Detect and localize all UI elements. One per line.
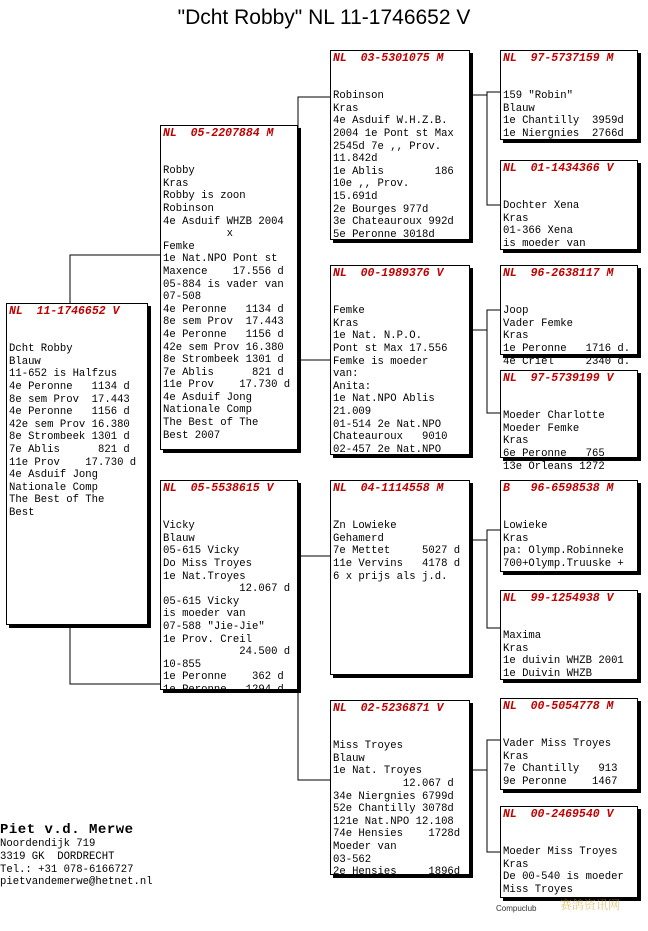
card-line: 6 x prijs als j.d. [333,570,448,583]
card-line: 1e duivin WHZB 2001 [503,655,624,668]
card-line: van: [333,368,359,381]
card-line: 15.691d [333,190,378,203]
card-line: Robinson [163,202,214,215]
card-line: Moeder Charlotte [503,410,605,423]
pedigree-card-ggdam-4 [500,806,638,898]
card-line: 4e Peronne 1134 d [9,380,130,393]
card-details [501,495,637,596]
card-line: 700+Olymp.Truuske + [503,557,624,570]
ring-number: NL 11-1746652 V [9,305,120,318]
ring-number: NL 00-1989376 V [333,267,444,280]
card-line: 42e sem Prov 16.380 [9,418,130,431]
card-line: 4e Criel 2340 d. [503,355,631,368]
card-line: 1e Peronne 1294 d [163,683,284,696]
card-line: 02-457 2e Nat.NPO [333,443,442,456]
card-line: 2004 1e Pont st Max [333,127,454,140]
card-line: Femke [163,240,195,253]
card-details [501,713,637,814]
card-line: Vader Miss Troyes [503,738,612,751]
card-line: Blauw [163,532,195,545]
card-line: pa: Olymp.Robinneke [503,545,624,558]
card-line: Anita: [333,380,372,393]
pedigree-card-sire-sire [330,50,470,240]
owner-info [0,822,153,889]
card-line: 01-514 2e Nat.NPO [333,418,442,431]
card-details [331,715,469,904]
card-line: 4e Peronne 1156 d [9,406,130,419]
watermark-text: 赛鸽资讯网 [560,898,621,912]
pedigree-card-dam-sire [330,480,470,675]
card-line: 1e Duivin WHZB [503,667,593,680]
card-line: 34e Niergnies 6799d [333,790,454,803]
card-line: x [163,228,233,241]
ring-number: B 96-6598538 M [503,482,614,495]
pedigree-title: "Dcht Robby" NL 11-1746652 V [177,6,471,29]
card-line: Kras [503,435,529,448]
ring-number: NL 05-5538615 V [163,482,274,495]
card-line: 05-884 is vader van [163,278,284,291]
card-line: Miss Troyes [503,883,573,896]
card-line: 1e Nat.NPO Pont st [163,253,278,266]
card-line: 24.500 d [163,646,291,659]
pedigree-card-ggsire-2 [500,265,638,368]
card-line: Moeder Miss Troyes [503,846,618,859]
card-details [161,140,297,467]
ring-number: NL 97-5737159 M [503,52,614,65]
card-line: Zn Lowieke [333,520,397,533]
card-line: Robby [163,165,195,178]
card-line: 1e Nat.NPO Ablis [333,393,435,406]
card-line: 13e Orleans 1272 [503,460,605,473]
pedigree-card-sire [160,125,298,450]
card-line: 11-652 is Halfzus [9,368,118,381]
card-line: Robby is zoon [163,190,246,203]
card-line: Dochter Xena [503,200,580,213]
card-line: 2e Hensies 1896d [333,866,461,879]
card-line: 42e sem Prov 16.380 [163,341,284,354]
ring-number: NL 96-2638117 M [503,267,614,280]
pedigree-card-dam [160,480,298,696]
card-line: 8e Strombeek 1301 d [163,354,284,367]
owner-address: Noordendijk 719 [0,838,96,850]
ring-number: NL 00-2469540 V [503,808,614,821]
card-line: 05-615 Vicky [163,595,240,608]
card-line: Joop [503,305,529,318]
pedigree-card-dam-dam [330,700,470,879]
card-line: 74e Hensies 1728d [333,828,461,841]
ring-number: NL 97-5739199 V [503,372,614,385]
owner-name: Piet v.d. Merwe [0,822,134,838]
card-details [501,175,637,276]
pedigree-card-ggsire-1 [500,50,638,140]
pedigree-card-ggdam-3 [500,590,638,680]
card-line: 1e Prov. Creil [163,633,253,646]
card-line: Kras [503,532,529,545]
ring-number: NL 00-5054778 M [503,700,614,713]
card-line: 2e Bourges 977d [333,203,429,216]
card-line: Femke [333,305,365,318]
pedigree-card-ggdam-2 [500,370,638,473]
card-line: 11e Prov 17.730 d [163,379,291,392]
card-details [331,65,469,267]
card-line: 9e Peronne 1467 [503,775,618,788]
card-line: Best [9,506,35,519]
card-line: Nationale Comp [9,481,99,494]
card-line: Nationale Comp [163,404,253,417]
pedigree-card-ggdam-1 [500,160,638,250]
card-line: Miss Troyes [333,740,403,753]
card-details [7,318,147,545]
card-line: 4e Asduif WHZB 2004 [163,215,284,228]
card-line: Vicky [163,520,195,533]
card-details [501,65,637,166]
pedigree-card-ggsire-4 [500,698,638,790]
card-line: 4e Asduif W.H.Z.B. [333,115,448,128]
ring-number: NL 04-1114558 M [333,482,444,495]
card-line: 8e sem Prov 17.443 [163,316,284,329]
card-line: 8e Strombeek 1301 d [9,431,130,444]
card-line: 4e Peronne 1134 d [163,303,284,316]
card-line: 4e Peronne 1156 d [163,328,284,341]
card-line: Kras [503,750,529,763]
card-line: Kras [333,317,359,330]
card-line: Kras [503,212,529,225]
card-line: Vader Femke [503,317,573,330]
card-line: 2545d 7e ,, Prov. [333,140,442,153]
card-line: De 00-540 is moeder [503,871,624,884]
card-line: 7e Mettet 5027 d [333,545,461,558]
card-line: Maxima [503,630,542,643]
card-line: 10e ,, Prov. [333,178,410,191]
card-line: 5e Peronne 3018d [333,228,435,241]
card-line: 7e Chantilly 913 [503,763,618,776]
card-details [331,495,469,608]
card-line: 159 "Robin" [503,90,573,103]
pedigree-card-ggsire-3 [500,480,638,572]
ring-number: NL 03-5301075 M [333,52,444,65]
card-line: 10-855 [163,658,202,671]
card-line: 1e Peronne 1716 d. [503,342,631,355]
card-line: is moeder van [163,608,246,621]
card-line: 12.067 d [333,777,454,790]
card-line: 1e Niergnies 2766d [503,127,624,140]
card-line: 03-562 [333,853,372,866]
card-line: The Best of The [9,494,105,507]
ring-number: NL 99-1254938 V [503,592,614,605]
card-line: Blauw [9,355,41,368]
card-line: Femke is moeder [333,355,429,368]
card-line: 1e Peronne 362 d [163,671,284,684]
card-line: 05-615 Vicky [163,545,240,558]
card-line: Lowieke [503,520,548,533]
card-line: Moeder van [333,840,397,853]
owner-email: pietvandemerwe@hetnet.nl [0,876,153,889]
card-line: Kras [503,858,529,871]
card-line: 121e Nat.NPO 12.108 [333,815,454,828]
card-line: The Best of The [163,417,259,430]
card-line: Moeder Femke [503,422,580,435]
ring-number: NL 05-2207884 M [163,127,274,140]
card-line: 8e sem Prov 17.443 [9,393,130,406]
card-line: Chateauroux 9010 [333,431,448,444]
card-line: 07-508 [163,291,202,304]
card-line: 6e Peronne 765 [503,447,605,460]
card-line: 3e Chateauroux 992d [333,216,454,229]
card-line: 12.067 d [163,583,291,596]
owner-city: 3319 GK DORDRECHT [0,850,115,863]
card-line: Maxence 17.556 d [163,265,284,278]
card-line: 1e Nat.Troyes [163,570,246,583]
card-line: Do Miss Troyes [163,557,253,570]
card-line: Robinson [333,90,384,103]
card-line: 7e Ablis 821 d [163,366,284,379]
ring-number: NL 02-5236871 V [333,702,444,715]
software-brand: Compuclub [496,904,537,913]
card-line: 11.842d [333,153,378,166]
card-line: 4e Asduif Jong [9,469,99,482]
card-line: 4e Asduif Jong [163,391,253,404]
ring-number: NL 01-1434366 V [503,162,614,175]
card-line: 11e Vervins 4178 d [333,557,461,570]
card-line: Blauw [503,102,535,115]
card-details [501,605,637,706]
card-details [331,280,469,482]
card-line: Kras [333,102,359,115]
card-line: Kras [503,642,529,655]
card-line: 11e Prov 17.730 d [9,456,137,469]
card-details [161,495,297,722]
card-line: 21.009 [333,405,372,418]
card-line: Pont st Max 17.556 [333,342,448,355]
card-line: Kras [503,330,529,343]
card-line: Best 2007 [163,429,221,442]
card-line: 07-588 "Jie-Jie" [163,620,265,633]
card-line: 1e Nat. Troyes [333,765,423,778]
card-line: 01-366 Xena [503,225,573,238]
card-line: 52e Chantilly 3078d [333,803,454,816]
owner-phone: Tel.: +31 078-6166727 [0,863,134,876]
card-line: Dcht Robby [9,343,73,356]
card-line: Kras [163,177,189,190]
card-line: is moeder van [503,237,586,250]
pedigree-card-sire-dam [330,265,470,455]
card-line: 1e Nat. N.P.O. [333,330,423,343]
card-line: 1e Chantilly 3959d [503,115,624,128]
card-line: 7e Ablis 821 d [9,443,130,456]
card-line: 1e Ablis 186 [333,165,454,178]
card-line: Gehamerd [333,532,384,545]
pedigree-card-subject [6,303,148,625]
card-line: Blauw [333,752,365,765]
